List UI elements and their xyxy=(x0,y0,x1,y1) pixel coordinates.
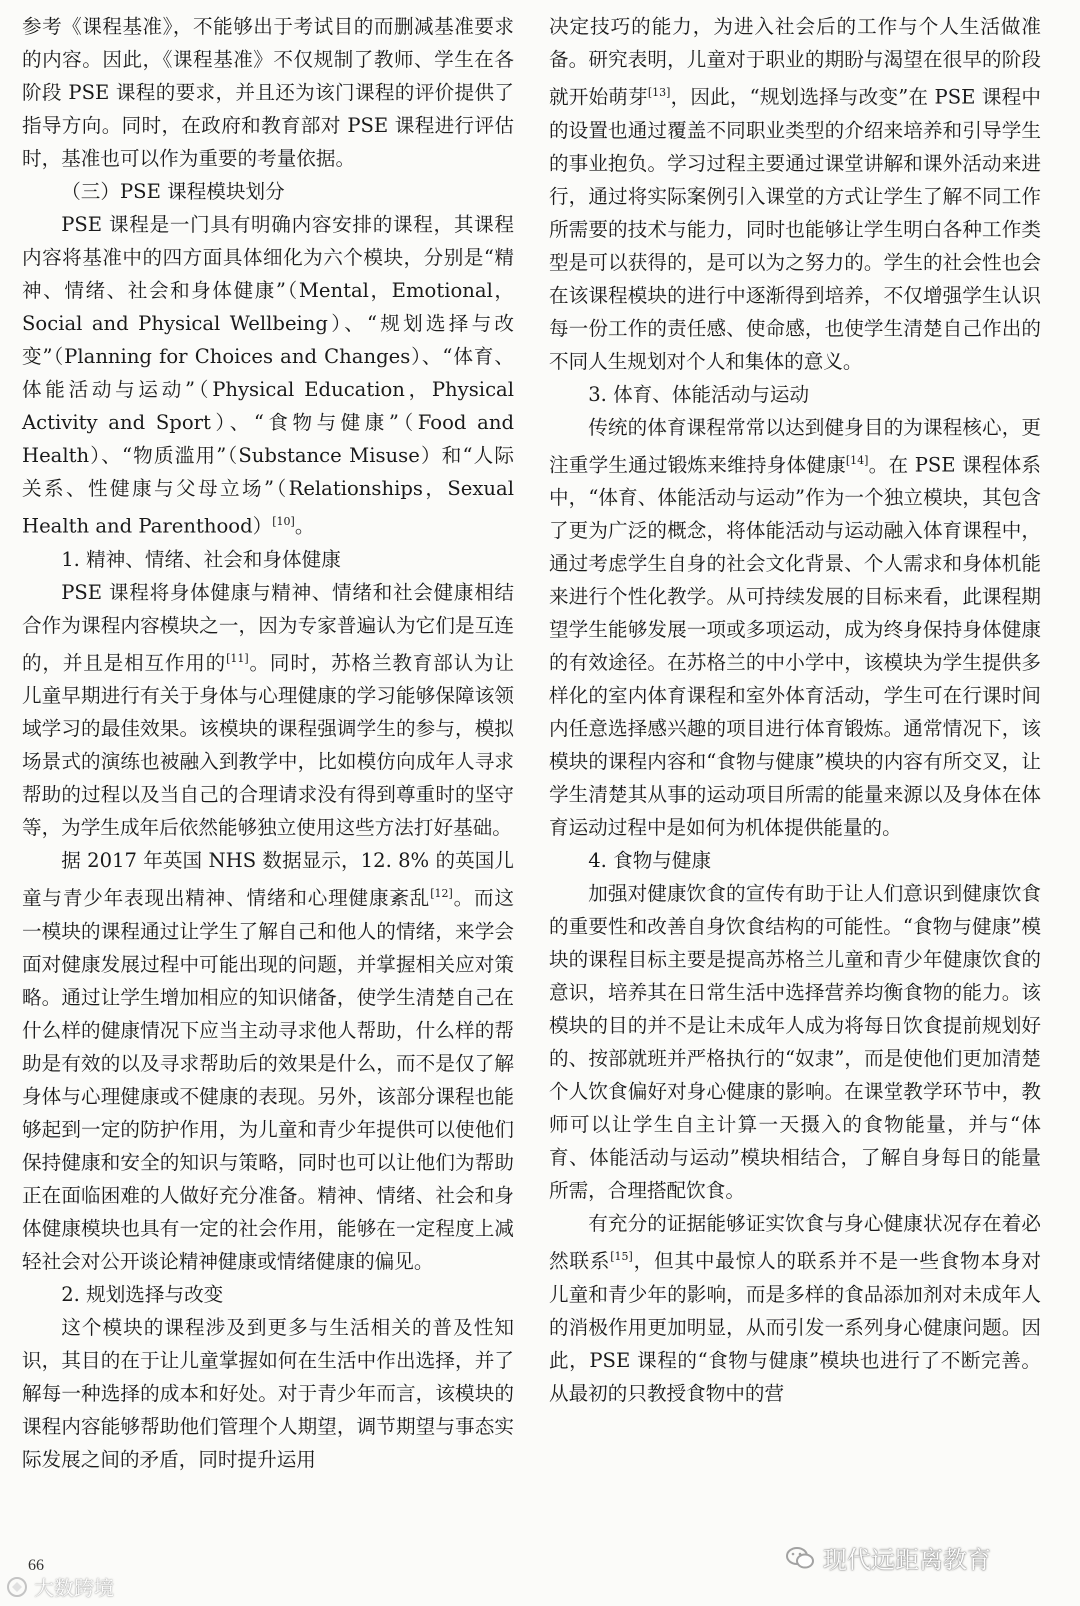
subsection-heading: 2. 规划选择与改变 xyxy=(61,1282,224,1306)
watermark-left xyxy=(6,1572,114,1601)
brand-logo-icon xyxy=(6,1576,28,1598)
subsection-heading: 4. 食物与健康 xyxy=(588,849,712,873)
left-column xyxy=(22,10,514,1476)
citation-ref: [13] xyxy=(647,86,671,99)
right-column xyxy=(549,10,1041,1410)
section-heading: （三）PSE 课程模块划分 xyxy=(61,180,285,203)
watermark-left-text: 大数跨境 xyxy=(34,1576,114,1600)
paragraph: PSE 课程是一门具有明确内容安排的课程，其课程内容将基准中的四方面具体细化为六个模块，分别是“精神、情绪、社会和身体健康”（Mental，Emotional，Social and Physical Wellbeing）、“规划选择与改变”（Planning for Choices and Changes）、“体育、体能活动与运动”（Physical Education，Physical Activity and Sport）、“食物与健康”（Food and Health）、“物质滥用”（Substance Misuse）和“人际关系、性健康与父母立场”（Relationships，Sexual Health and Parenthood）[10]。 xyxy=(22,213,514,538)
subsection-heading: 1. 精神、情绪、社会和身体健康 xyxy=(61,547,341,571)
citation-ref: [15] xyxy=(610,1250,633,1264)
paragraph: 参考《课程基准》，不能够出于考试目的而删减基准要求的内容。因此，《课程基准》不仅规制了教师、学生在各阶段 PSE 课程的要求，并且还为该门课程的评价提供了指导方向。同时，在政府和教育部对 PSE 课程进行评估时，基准也可以作为重要的考量依据。 xyxy=(22,15,514,170)
page-number: 66 xyxy=(28,1557,44,1574)
watermark-right-text: 现代远距离教育 xyxy=(823,1546,991,1574)
paragraph: 据 2017 年英国 NHS 数据显示，12. 8% 的英国儿童与青少年表现出精神、情绪和心理健康紊乱[12]。而这一模块的课程通过让学生了解自己和他人的情绪，来学会面对健康发展过程中可能出现的问题，并掌握相关应对策略。通过让学生增加相应的知识储备，使学生清楚自己在什么样的健康情况下应当主动寻求他人帮助，什么样的帮助是有效的以及寻求帮助后的效果是什么，而不是仅了解身体与心理健康或不健康的表现。另外，该部分课程也能够起到一定的防护作用，为儿童和青少年提供可以使他们保持健康和安全的知识与策略，同时也可以让他们为帮助正在面临困难的人做好充分准备。精神、情绪、社会和身体健康模块也具有一定的社会作用，能够在一定程度上减轻社会对公开谈论精神健康或情绪健康的偏见。 xyxy=(22,849,515,1273)
paragraph: 决定技巧的能力，为进入社会后的工作与个人生活做准备。研究表明，儿童对于职业的期盼与渴望在很早的阶段就开始萌芽[13]，因此，“规划选择与改变”在 PSE 课程中的设置也通过覆盖不同职业类型的介绍来培养和引导学生的事业抱负。学习过程主要通过课堂讲解和课外活动来进行，通过将实际案例引入课堂的方式让学生了解不同工作所需要的技术与能力，同时也能够让学生明白各种工作类型是可以获得的，是可以为之努力的。学生的社会性也会在该课程模块的进行中逐渐得到培养，不仅增强学生认识每一份工作的责任感、使命感，也使学生清楚自己作出的不同人生规划对个人和集体的意义。 xyxy=(549,15,1041,373)
paragraph: 传统的体育课程常常以达到健身目的为课程核心，更注重学生通过锻炼来维持身体健康[14]。在 PSE 课程体系中，“体育、体能活动与运动”作为一个独立模块，其包含了更为广泛的概念，将体能活动与运动融入体育课程中，通过考虑学生自身的社会文化背景、个人需求和身体机能来进行个性化教学。从可持续发展的目标来看，此课程期望学生能够发展一项或多项运动，成为终身保持身体健康的有效途径。在苏格兰的中小学中，该模块为学生提供多样化的室内体育课程和室外体育活动，学生可在行课时间内任意选择感兴趣的项目进行体育锻炼。通常情况下，该模块的课程内容和“食物与健康”模块的内容有所交叉，让学生清楚其从事的运动项目所需的能量来源以及身体在体育运动过程中是如何为机体提供能量的。 xyxy=(549,415,1041,840)
paragraph: 加强对健康饮食的宣传有助于让人们意识到健康饮食的重要性和改善自身饮食结构的可能性。“食物与健康”模块的课程目标主要是提高苏格兰儿童和青少年健康饮食的意识，培养其在日常生活中选择营养均衡食物的能力。该模块的目的并不是让未成年人成为将每日饮食提前规划好的、按部就班并严格执行的“奴隶”，而是使他们更加清楚个人饮食偏好对身心健康的影响。在课堂教学环节中，教师可以让学生自主计算一天摄入的食物能量，并与“体育、体能活动与运动”模块相结合，了解自身每日的能量所需，合理搭配饮食。 xyxy=(549,882,1041,1203)
citation-ref: [10] xyxy=(272,515,295,528)
subsection-heading: 3. 体育、体能活动与运动 xyxy=(588,382,810,406)
paragraph: 有充分的证据能够证实饮食与身心健康状况存在着必然联系[15]，但其中最惊人的联系并不是一些食物本身对儿童和青少年的影响，而是多样的食品添加剂对未成年人的消极作用更加明显，从而引发一系列身心健康问题。因此，PSE 课程的“食物与健康”模块也进行了不断完善。从最初的只教授食物中的营 xyxy=(549,1212,1042,1405)
citation-ref: [14] xyxy=(845,453,869,467)
citation-ref: [12] xyxy=(430,887,453,901)
paragraph: 这个模块的课程涉及到更多与生活相关的普及性知识，其目的在于让儿童掌握如何在生活中作出选择，并了解每一种选择的成本和好处。对于青少年而言，该模块的课程内容能够帮助他们管理个人期望，调节期望与事态实际发展之间的矛盾，同时提升运用 xyxy=(22,1315,514,1471)
wechat-icon xyxy=(785,1545,815,1571)
citation-ref: [11] xyxy=(226,651,249,665)
watermark-right xyxy=(785,1540,991,1575)
paragraph: PSE 课程将身体健康与精神、情绪和社会健康相结合作为课程内容模块之一，因为专家普遍认为它们是互连的，并且是相互作用的[11]。同时，苏格兰教育部认为让儿童早期进行有关于身体与心理健康的学习能够保障该领域学习的最佳效果。该模块的课程强调学生的参与，模拟场景式的演练也被融入到教学中，比如模仿向成年人寻求帮助的过程以及当自己的合理请求没有得到尊重时的坚守等，为学生成年后依然能够独立使用这些方法打好基础。 xyxy=(22,580,515,840)
